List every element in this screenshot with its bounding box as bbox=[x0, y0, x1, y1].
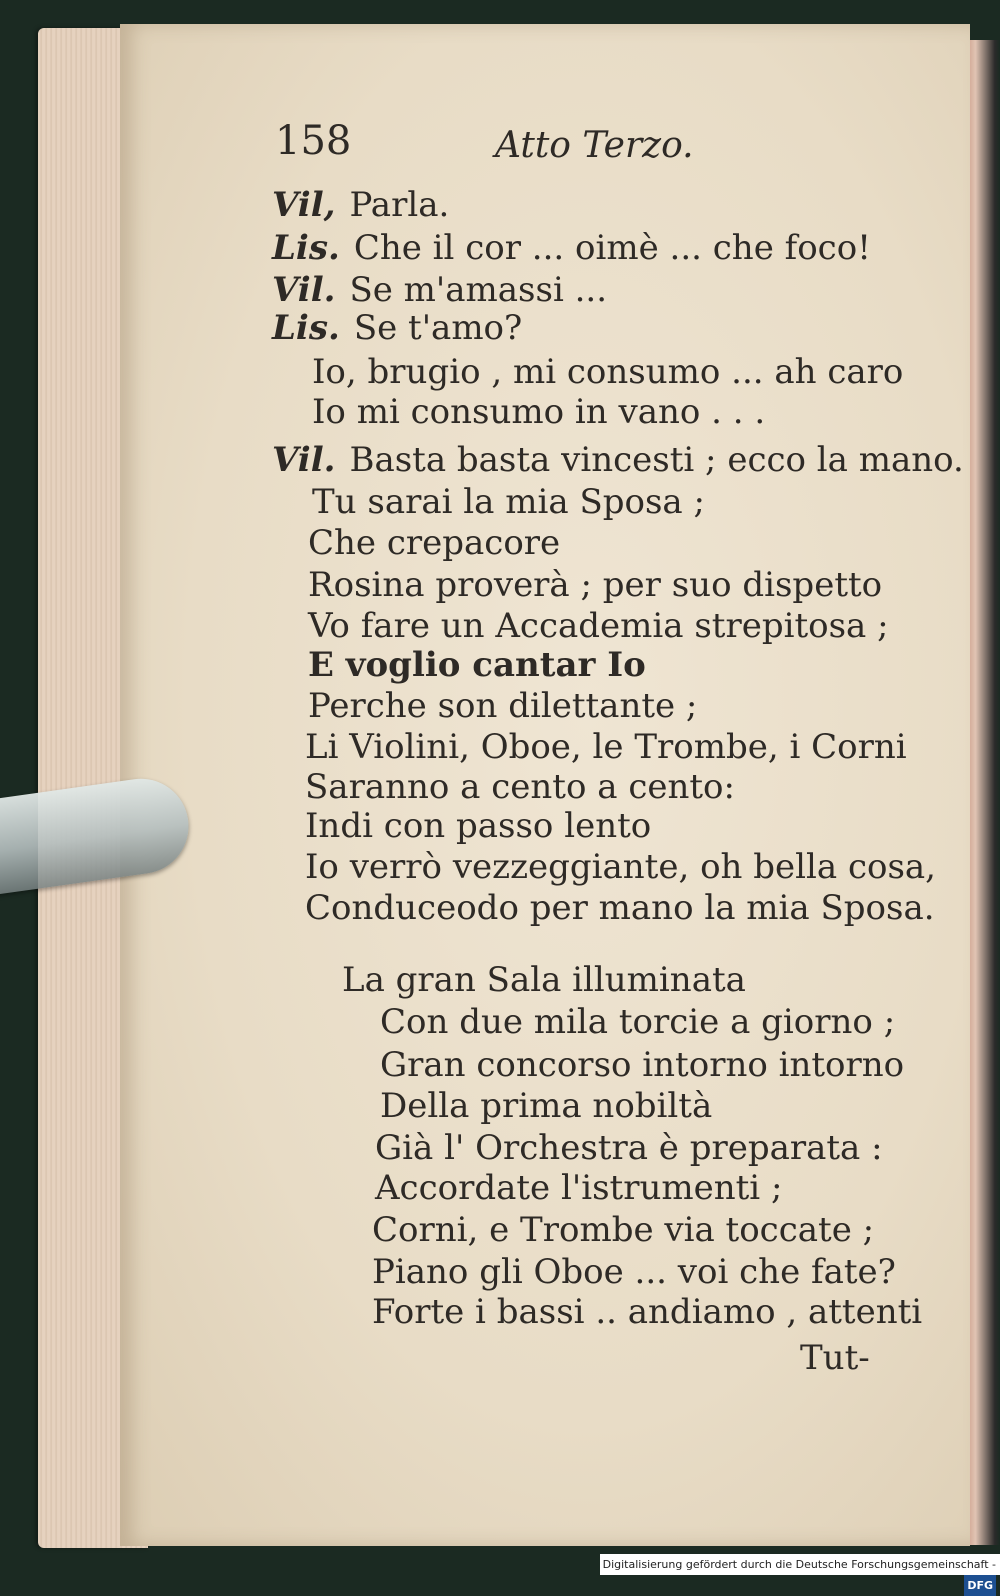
aria-line: Gran concorso intorno intorno bbox=[380, 1045, 905, 1085]
aria-line: Forte i bassi .. andiamo , attenti bbox=[372, 1292, 923, 1332]
dialogue-line: E voglio cantar Io bbox=[308, 645, 646, 685]
dialogue-line: Indi con passo lento bbox=[305, 806, 652, 846]
credit-text: Digitalisierung gefördert durch die Deutsche Forschungsgemeinschaft - bbox=[602, 1558, 996, 1571]
dialogue-line: Saranno a cento a cento: bbox=[305, 767, 735, 807]
aria-line: Con due mila torcie a giorno ; bbox=[380, 1002, 896, 1042]
aria-line: Già l' Orchestra è preparata : bbox=[375, 1128, 883, 1168]
dialogue-line: Tu sarai la mia Sposa ; bbox=[312, 482, 705, 522]
catchword: Tut- bbox=[800, 1338, 870, 1378]
dialogue-line: Conduceodo per mano la mia Sposa. bbox=[305, 888, 935, 928]
dialogue-line: Li Violini, Oboe, le Trombe, i Corni bbox=[305, 727, 907, 767]
running-title: Atto Terzo. bbox=[495, 125, 694, 166]
page-number: 158 bbox=[275, 118, 352, 164]
dialogue-line: Io verrò vezzeggiante, oh bella cosa, bbox=[305, 847, 936, 887]
dialogue-line: Lis. Che il cor ... oimè ... che foco! bbox=[272, 228, 871, 268]
dialogue-line: Io mi consumo in vano . . . bbox=[312, 392, 766, 432]
dialogue-line: Rosina proverà ; per suo dispetto bbox=[308, 565, 883, 605]
dialogue-line: Vil. Se m'amassi ... bbox=[272, 270, 608, 310]
aria-line: Accordate l'istrumenti ; bbox=[375, 1168, 783, 1208]
dialogue-line: Io, brugio , mi consumo ... ah caro bbox=[312, 352, 904, 392]
right-page-edge bbox=[965, 40, 1000, 1545]
aria-line: Della prima nobiltà bbox=[380, 1086, 713, 1126]
dfg-logo: DFG bbox=[964, 1575, 996, 1596]
aria-line: Piano gli Oboe ... voi che fate? bbox=[372, 1252, 896, 1292]
dialogue-line: Vo fare un Accademia strepitosa ; bbox=[308, 606, 889, 646]
dialogue-line: Vil, Parla. bbox=[272, 185, 450, 225]
dialogue-line: Vil. Basta basta vincesti ; ecco la mano. bbox=[272, 440, 964, 480]
aria-line: La gran Sala illuminata bbox=[342, 960, 746, 1000]
dialogue-line: Che crepacore bbox=[308, 523, 561, 563]
dialogue-line: Lis. Se t'amo? bbox=[272, 308, 523, 348]
aria-line: Corni, e Trombe via toccate ; bbox=[372, 1210, 875, 1250]
dialogue-line: Perche son dilettante ; bbox=[308, 686, 698, 726]
digitization-credit bbox=[600, 1554, 1000, 1592]
